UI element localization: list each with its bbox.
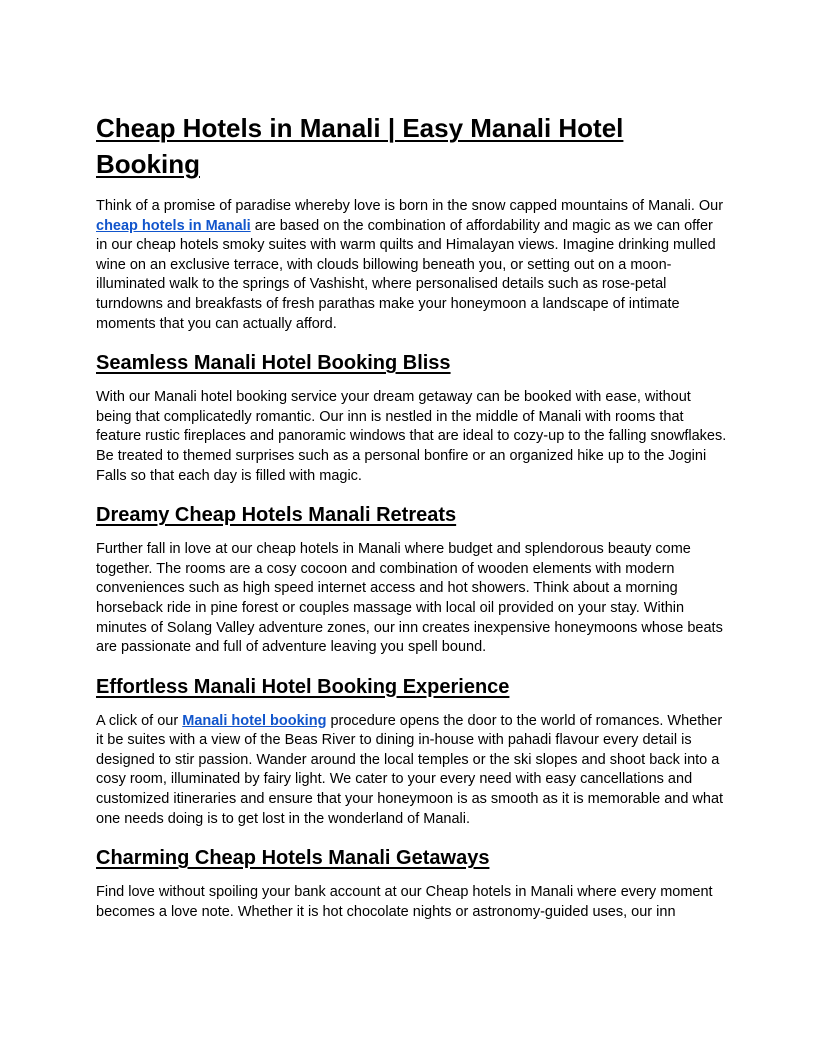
section-paragraph-dreamy-retreats: Further fall in love at our cheap hotels in Manali where budget and splendorous beauty come together. The rooms are a cosy cocoon and combination of wooden elements with modern conveniences such as high speed internet access and hot showers. Think about a morning horseback ride in pine forest or couples massage with local oil provided on your stay. Within minutes of Solang Valley adventure zones, our inn creates inexpensive honeymoons whose beats are passionate and full of adventure leaving you spell bound.: [96, 541, 723, 656]
section-heading-dreamy-retreats: Dreamy Cheap Hotels Manali Retreats: [96, 504, 457, 527]
experience-text-end: procedure opens the door to the world of romances. Whether it be suites with a view of the Beas River to dining in-house with pahadi flavour every detail is designed to stir passion. Wander around the local temples or the ski slopes and shoot back into a cosy room, illuminated by fairy light. We cater to your every need with easy cancellations and customized itineraries and ensure that your honeymoon is as smooth as it is memorable and what one needs doing is to get lost in the wonderland of Manali.: [96, 712, 724, 827]
section-paragraph-charming-getaways: Find love without spoiling your bank account at our Cheap hotels in Manali where every moment becomes a love note. Whether it is hot chocolate nights or astronomy-guided uses, our inn: [96, 884, 713, 920]
section-paragraph-booking-experience: [96, 712, 728, 830]
intro-text-end: are based on the combination of affordability and magic as we can offer in our cheap hotels smoky suites with warm quilts and Himalayan views. Imagine drinking mulled wine on an exclusive terrace, with clouds billowing beneath you, or setting out on a moon-illuminated walk to the springs of Vashisht, where personalised details such as rose-petal turndowns and breakfasts of fresh parathas make your honeymoon a landscape of intimate moments that you can actually afford.: [96, 217, 716, 332]
section-paragraph-booking-bliss: With our Manali hotel booking service your dream getaway can be booked with ease, without being that complicatedly romantic. Our inn is nestled in the middle of Manali with rooms that feature rustic fireplaces and panoramic windows that are ideal to cozy-up to the falling snowflakes. Be treated to themed surprises such as a personal bonfire or an organized hike up to the Jogini Falls so that each day is filled with magic.: [96, 389, 727, 484]
intro-paragraph: [96, 197, 728, 334]
manali-hotel-booking-link[interactable]: Manali hotel booking: [182, 712, 327, 729]
section-heading-charming-getaways: Charming Cheap Hotels Manali Getaways: [96, 847, 490, 870]
document-page: [96, 110, 728, 938]
intro-text-start: Think of a promise of paradise whereby love is born in the snow capped mountains of Manali. Our: [96, 198, 724, 214]
page-title: Cheap Hotels in Manali | Easy Manali Hotel Booking: [96, 113, 624, 179]
experience-text-start: A click of our: [96, 712, 183, 729]
cheap-hotels-link[interactable]: cheap hotels in Manali: [96, 217, 251, 234]
section-heading-booking-bliss: Seamless Manali Hotel Booking Bliss: [96, 352, 451, 375]
section-heading-booking-experience: Effortless Manali Hotel Booking Experience: [96, 675, 510, 698]
